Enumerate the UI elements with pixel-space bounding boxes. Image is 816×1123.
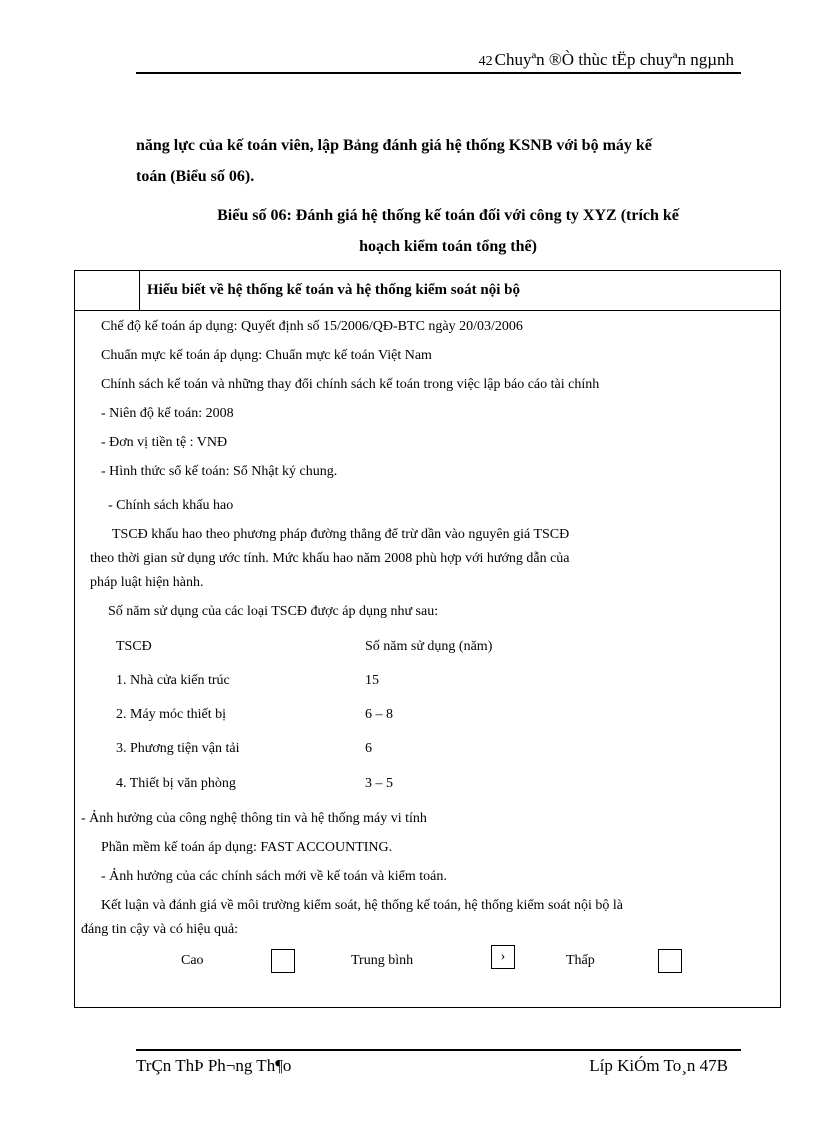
text-line: - Chính sách khấu hao bbox=[108, 498, 234, 513]
text-line: TSCĐ khấu hao theo phương pháp đường thẳng để trừ dần vào nguyên giá TSCĐ bbox=[112, 527, 570, 542]
text-line: Chế độ kế toán áp dụng: Quyết định số 15/2006/QĐ-BTC ngày 20/03/2006 bbox=[101, 319, 523, 334]
table-header-row bbox=[75, 271, 780, 311]
text-line: pháp luật hiện hành. bbox=[90, 575, 204, 590]
header-title: Chuyªn ®Ò thùc tËp chuyªn ngµnh bbox=[494, 50, 734, 69]
intro-line-1: năng lực của kế toán viên, lập Bảng đánh giá hệ thống KSNB với bộ máy kế bbox=[136, 137, 652, 154]
header-rule bbox=[136, 72, 741, 74]
text-line: Phần mềm kế toán áp dụng: FAST ACCOUNTING. bbox=[101, 840, 393, 855]
text-line: Kết luận và đánh giá về môi trường kiểm soát, hệ thống kế toán, hệ thống kiểm soát nội bộ là bbox=[101, 898, 623, 913]
rating-high-label: Cao bbox=[181, 953, 204, 968]
caption-line-1: Biểu số 06: Đánh giá hệ thống kế toán đối với công ty XYZ (trích kế bbox=[217, 207, 679, 224]
text-line: - Ảnh hưởng của các chính sách mới về kế toán và kiểm toán. bbox=[101, 869, 447, 884]
caption-line-2: hoạch kiểm toán tổng thể) bbox=[359, 238, 537, 255]
text-line: - Ảnh hưởng của công nghệ thông tin và hệ thống máy vi tính bbox=[81, 811, 427, 826]
table-header-title: Hiểu biết về hệ thống kế toán và hệ thống kiểm soát nội bộ bbox=[147, 282, 520, 298]
text-line: Chính sách kế toán và những thay đổi chính sách kế toán trong việc lập báo cáo tài chính bbox=[101, 377, 600, 392]
depreciation-col-years: Số năm sử dụng (năm) bbox=[365, 639, 493, 654]
page-number: 42 bbox=[478, 54, 493, 69]
depreciation-years: 6 – 8 bbox=[365, 707, 393, 722]
depreciation-asset: 3. Phương tiện vận tải bbox=[116, 741, 240, 756]
depreciation-col-asset: TSCĐ bbox=[116, 639, 152, 654]
text-line: - Niên độ kế toán: 2008 bbox=[101, 406, 234, 421]
text-line: Số năm sử dụng của các loại TSCĐ được áp dụng như sau: bbox=[108, 604, 439, 619]
text-line: đáng tin cậy và có hiệu quả: bbox=[81, 922, 239, 937]
evaluation-table bbox=[74, 270, 781, 1008]
intro-paragraph bbox=[136, 130, 742, 192]
footer-rule bbox=[136, 1049, 741, 1051]
depreciation-asset: 2. Máy móc thiết bị bbox=[116, 707, 227, 722]
depreciation-years: 6 bbox=[365, 741, 372, 756]
footer-class: Líp KiÓm To¸n 47B bbox=[589, 1056, 728, 1075]
footer-author: TrÇn ThÞ Ph¬ng Th¶o bbox=[136, 1056, 292, 1075]
depreciation-asset: 4. Thiết bị văn phòng bbox=[116, 776, 236, 791]
depreciation-years: 3 – 5 bbox=[365, 776, 393, 791]
depreciation-years: 15 bbox=[365, 673, 379, 688]
depreciation-asset: 1. Nhà cửa kiến trúc bbox=[116, 673, 230, 688]
text-line: - Hình thức sổ kế toán: Sổ Nhật ký chung. bbox=[101, 464, 338, 479]
table-caption bbox=[136, 200, 760, 262]
rating-high-checkbox[interactable] bbox=[271, 949, 295, 973]
text-line: Chuẩn mực kế toán áp dụng: Chuẩn mực kế toán Việt Nam bbox=[101, 348, 432, 363]
intro-line-2: toán (Biểu số 06). bbox=[136, 168, 255, 185]
rating-low-checkbox[interactable] bbox=[658, 949, 682, 973]
text-line: - Đơn vị tiền tệ : VNĐ bbox=[101, 435, 228, 450]
rating-low-label: Thấp bbox=[566, 953, 595, 968]
rating-medium-checkbox[interactable]: › bbox=[491, 945, 515, 969]
rating-medium-label: Trung bình bbox=[351, 953, 414, 968]
text-line: theo thời gian sử dụng ước tính. Mức khấu hao năm 2008 phù hợp với hướng dẫn của bbox=[90, 551, 570, 566]
header-divider bbox=[139, 271, 140, 311]
running-header bbox=[479, 50, 734, 70]
